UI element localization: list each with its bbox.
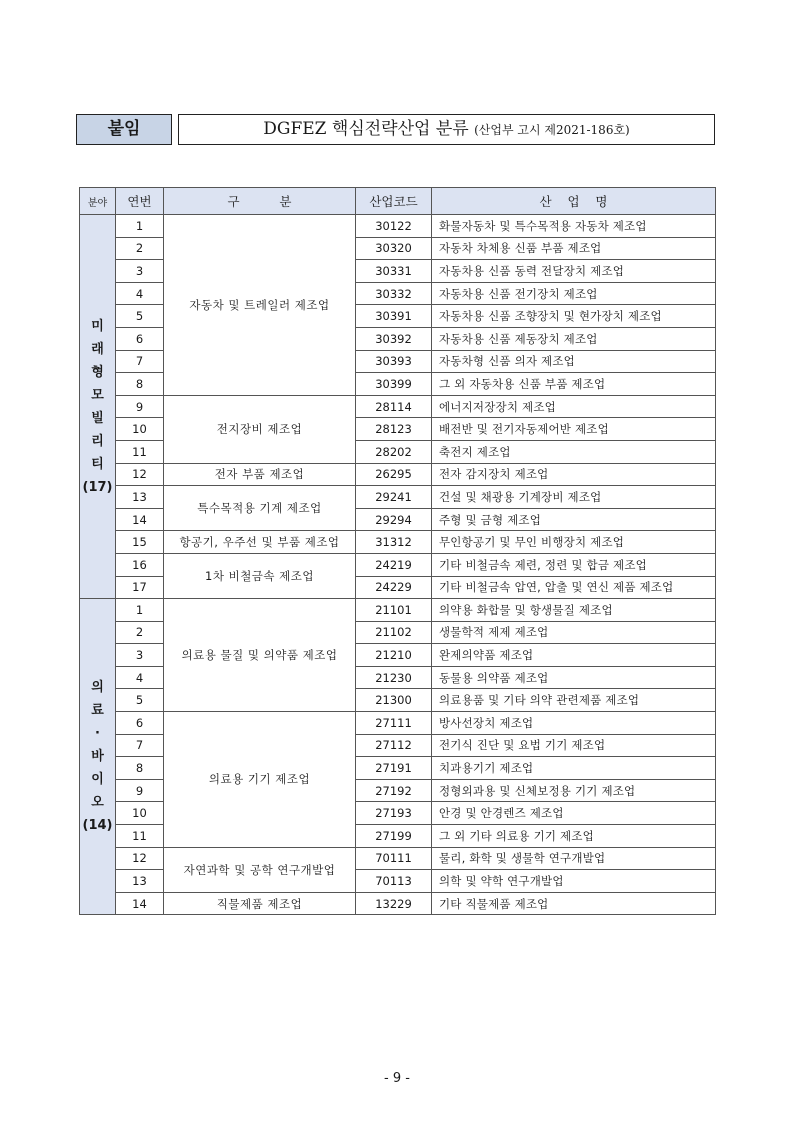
industry-classification-table: [79, 187, 716, 915]
row-number: 16: [116, 553, 164, 576]
industry-code: 70111: [356, 847, 432, 870]
industry-name: 자동차 차체용 신품 부품 제조업: [432, 237, 716, 260]
industry-code: 29241: [356, 486, 432, 509]
row-number: 13: [116, 486, 164, 509]
industry-code: 30393: [356, 350, 432, 373]
field-label: [80, 215, 116, 599]
industry-code: 21102: [356, 621, 432, 644]
industry-name: 주형 및 금형 제조업: [432, 508, 716, 531]
field-char: 료: [91, 703, 104, 719]
table-row: [80, 892, 716, 915]
attachment-label: 붙임: [76, 114, 172, 145]
industry-code: 28123: [356, 418, 432, 441]
industry-code: 21101: [356, 599, 432, 622]
header-industry-name: 산 업 명: [432, 188, 716, 215]
industry-code: 30392: [356, 327, 432, 350]
table-row: [80, 486, 716, 509]
industry-name: 전자 감지장치 제조업: [432, 463, 716, 486]
field-char: 이: [91, 772, 104, 788]
row-number: 6: [116, 712, 164, 735]
category-cell: 직물제품 제조업: [164, 892, 356, 915]
industry-name: 축전지 제조업: [432, 440, 716, 463]
category-cell: 의료용 물질 및 의약품 제조업: [164, 599, 356, 712]
industry-name: 자동차용 신품 동력 전달장치 제조업: [432, 260, 716, 283]
industry-name: 건설 및 채광용 기계장비 제조업: [432, 486, 716, 509]
industry-name: 기타 비철금속 압연, 압출 및 연신 제품 제조업: [432, 576, 716, 599]
industry-code: 30122: [356, 215, 432, 238]
row-number: 11: [116, 825, 164, 848]
field-char: ·: [95, 726, 100, 742]
row-number: 1: [116, 599, 164, 622]
row-number: 8: [116, 757, 164, 780]
row-number: 6: [116, 327, 164, 350]
table-row: [80, 847, 716, 870]
industry-code: 21210: [356, 644, 432, 667]
row-number: 1: [116, 215, 164, 238]
industry-code: 24229: [356, 576, 432, 599]
industry-name: 의료용품 및 기타 의약 관련제품 제조업: [432, 689, 716, 712]
category-cell: 의료용 기기 제조업: [164, 712, 356, 848]
field-char: (17): [82, 479, 113, 495]
title-bar: [76, 114, 715, 145]
table-row: [80, 712, 716, 735]
industry-code: 27191: [356, 757, 432, 780]
industry-name: 배전반 및 전기자동제어반 제조업: [432, 418, 716, 441]
field-char: 의: [91, 680, 104, 696]
industry-code: 30320: [356, 237, 432, 260]
row-number: 4: [116, 666, 164, 689]
industry-name: 그 외 자동차용 신품 부품 제조업: [432, 373, 716, 396]
industry-name: 전기식 진단 및 요법 기기 제조업: [432, 734, 716, 757]
field-char: 오: [91, 795, 104, 811]
industry-name: 화물자동차 및 특수목적용 자동차 제조업: [432, 215, 716, 238]
industry-name: 에너지저장장치 제조업: [432, 395, 716, 418]
field-char: 미: [91, 318, 104, 334]
row-number: 15: [116, 531, 164, 554]
row-number: 13: [116, 870, 164, 893]
industry-name: 기타 직물제품 제조업: [432, 892, 716, 915]
industry-name: 동물용 의약품 제조업: [432, 666, 716, 689]
table-row: [80, 463, 716, 486]
industry-code: 30399: [356, 373, 432, 396]
industry-code: 70113: [356, 870, 432, 893]
row-number: 5: [116, 689, 164, 712]
row-number: 2: [116, 621, 164, 644]
category-cell: 자연과학 및 공학 연구개발업: [164, 847, 356, 892]
industry-code: 27192: [356, 779, 432, 802]
industry-name: 의학 및 약학 연구개발업: [432, 870, 716, 893]
row-number: 5: [116, 305, 164, 328]
category-cell: 전자 부품 제조업: [164, 463, 356, 486]
row-number: 10: [116, 802, 164, 825]
row-number: 12: [116, 847, 164, 870]
row-number: 14: [116, 892, 164, 915]
title-main: DGFEZ 핵심전략산업 분류: [263, 119, 469, 139]
category-cell: 1차 비철금속 제조업: [164, 553, 356, 598]
category-cell: 자동차 및 트레일러 제조업: [164, 215, 356, 396]
row-number: 10: [116, 418, 164, 441]
table-row: [80, 531, 716, 554]
industry-code: 27199: [356, 825, 432, 848]
title-note: (산업부 고시 제2021-186호): [474, 123, 630, 137]
industry-code: 31312: [356, 531, 432, 554]
field-char: 바: [91, 749, 104, 765]
industry-name: 방사선장치 제조업: [432, 712, 716, 735]
row-number: 4: [116, 282, 164, 305]
industry-code: 21300: [356, 689, 432, 712]
industry-name: 자동차형 신품 의자 제조업: [432, 350, 716, 373]
field-char: (14): [82, 818, 113, 834]
industry-name: 생물학적 제제 제조업: [432, 621, 716, 644]
industry-code: 30331: [356, 260, 432, 283]
header-code: 산업코드: [356, 188, 432, 215]
industry-code: 29294: [356, 508, 432, 531]
industry-name: 자동차용 신품 전기장치 제조업: [432, 282, 716, 305]
table-row: [80, 553, 716, 576]
industry-code: 27193: [356, 802, 432, 825]
category-cell: 항공기, 우주선 및 부품 제조업: [164, 531, 356, 554]
table-row: [80, 215, 716, 238]
industry-name: 무인항공기 및 무인 비행장치 제조업: [432, 531, 716, 554]
industry-name: 안경 및 안경렌즈 제조업: [432, 802, 716, 825]
row-number: 2: [116, 237, 164, 260]
industry-name: 치과용기기 제조업: [432, 757, 716, 780]
industry-name: 의약용 화합물 및 항생물질 제조업: [432, 599, 716, 622]
row-number: 14: [116, 508, 164, 531]
industry-name: 그 외 기타 의료용 기기 제조업: [432, 825, 716, 848]
industry-name: 자동차용 신품 제동장치 제조업: [432, 327, 716, 350]
industry-code: 26295: [356, 463, 432, 486]
industry-name: 자동차용 신품 조향장치 및 현가장치 제조업: [432, 305, 716, 328]
field-char: 형: [91, 364, 104, 380]
header-number: 연번: [116, 188, 164, 215]
row-number: 7: [116, 350, 164, 373]
field-char: 티: [91, 456, 104, 472]
header-field: 분야: [80, 188, 116, 215]
industry-code: 30332: [356, 282, 432, 305]
industry-code: 24219: [356, 553, 432, 576]
document-title: [178, 114, 715, 145]
row-number: 17: [116, 576, 164, 599]
field-label: [80, 599, 116, 915]
category-cell: 특수목적용 기계 제조업: [164, 486, 356, 531]
row-number: 11: [116, 440, 164, 463]
row-number: 3: [116, 644, 164, 667]
industry-name: 기타 비철금속 제련, 정련 및 합금 제조업: [432, 553, 716, 576]
row-number: 12: [116, 463, 164, 486]
table-header-row: [80, 188, 716, 215]
table-row: [80, 395, 716, 418]
industry-name: 물리, 화학 및 생물학 연구개발업: [432, 847, 716, 870]
field-char: 래: [91, 341, 104, 357]
page-number: - 9 -: [384, 1071, 410, 1086]
industry-name: 정형외과용 및 신체보정용 기기 제조업: [432, 779, 716, 802]
field-char: 빌: [91, 410, 104, 426]
row-number: 9: [116, 395, 164, 418]
row-number: 8: [116, 373, 164, 396]
industry-code: 27112: [356, 734, 432, 757]
industry-code: 30391: [356, 305, 432, 328]
header-category: 구 분: [164, 188, 356, 215]
field-char: 모: [91, 387, 104, 403]
industry-code: 13229: [356, 892, 432, 915]
row-number: 3: [116, 260, 164, 283]
field-char: 리: [91, 433, 104, 449]
row-number: 9: [116, 779, 164, 802]
industry-code: 21230: [356, 666, 432, 689]
industry-code: 27111: [356, 712, 432, 735]
row-number: 7: [116, 734, 164, 757]
table-row: [80, 599, 716, 622]
industry-code: 28202: [356, 440, 432, 463]
category-cell: 전지장비 제조업: [164, 395, 356, 463]
industry-code: 28114: [356, 395, 432, 418]
industry-name: 완제의약품 제조업: [432, 644, 716, 667]
